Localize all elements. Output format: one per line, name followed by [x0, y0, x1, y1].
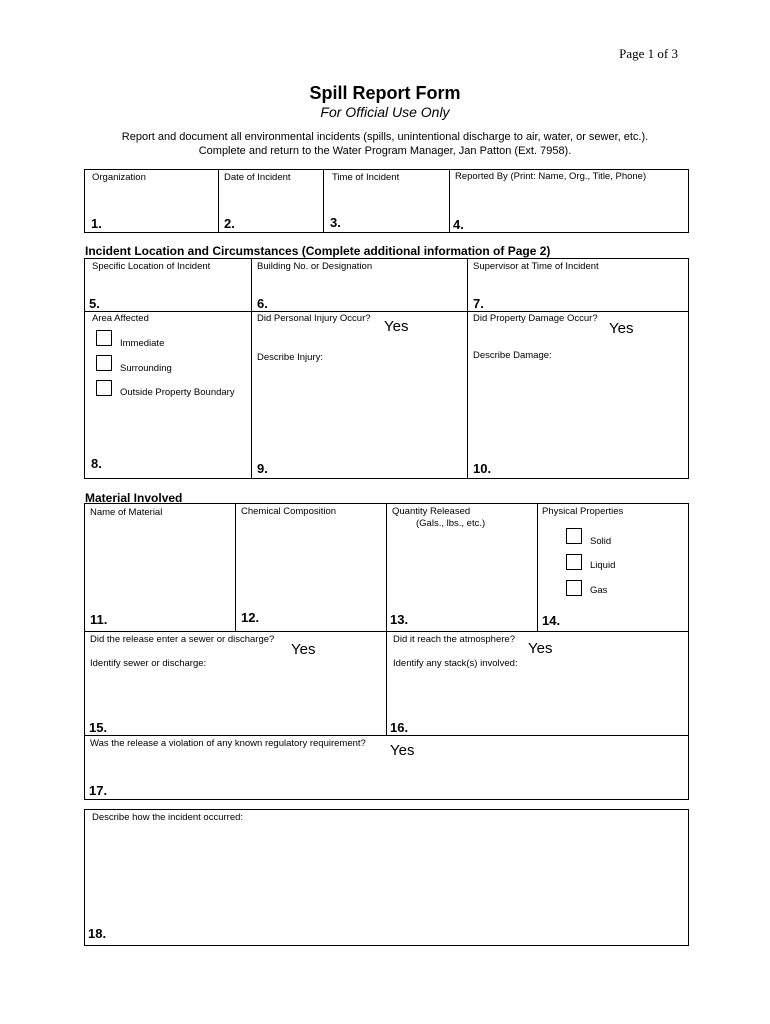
area-affected-label: Area Affected: [92, 313, 149, 324]
damage-question: Did Property Damage Occur?: [473, 313, 598, 324]
quantity-units-label: (Gals., lbs., etc.): [416, 518, 486, 529]
supervisor-label: Supervisor at Time of Incident: [473, 261, 599, 272]
field-number-6: 6.: [257, 296, 268, 311]
divider: [251, 258, 252, 479]
divider: [84, 631, 689, 632]
describe-incident-box[interactable]: [84, 809, 689, 946]
atmosphere-question: Did it reach the atmosphere?: [393, 634, 515, 645]
identify-sewer-label: Identify sewer or discharge:: [90, 658, 207, 669]
immediate-checkbox[interactable]: [96, 330, 112, 346]
sewer-question: Did the release enter a sewer or discharge?: [90, 634, 275, 645]
gas-option-label: Gas: [590, 585, 608, 596]
gas-checkbox[interactable]: [566, 580, 582, 596]
sewer-answer[interactable]: Yes: [291, 641, 316, 658]
divider: [235, 503, 236, 632]
field-number-2: 2.: [224, 216, 235, 231]
physical-properties-label: Physical Properties: [542, 506, 624, 517]
divider: [323, 169, 324, 233]
identify-stack-label: Identify any stack(s) involved:: [393, 658, 518, 669]
field-number-17: 17.: [89, 783, 108, 798]
surrounding-option-label: Surrounding: [120, 363, 172, 374]
surrounding-checkbox[interactable]: [96, 355, 112, 371]
liquid-checkbox[interactable]: [566, 554, 582, 570]
instructions-line-1: Report and document all environmental incidents (spills, unintentional discharge to air, water, or sewer, etc.).: [121, 131, 649, 143]
field-number-12: 12.: [241, 610, 260, 625]
field-number-8: 8.: [91, 456, 102, 471]
field-number-10: 10.: [473, 461, 492, 476]
injury-question: Did Personal Injury Occur?: [257, 313, 371, 324]
field-number-11: 11.: [90, 612, 108, 627]
field-number-13: 13.: [390, 612, 409, 627]
violation-question: Was the release a violation of any known regulatory requirement?: [90, 738, 366, 749]
field-number-18: 18.: [88, 926, 107, 941]
field-number-16: 16.: [390, 720, 409, 735]
solid-checkbox[interactable]: [566, 528, 582, 544]
field-number-4: 4.: [453, 217, 464, 232]
describe-incident-label: Describe how the incident occurred:: [92, 812, 244, 823]
divider: [218, 169, 219, 233]
divider: [84, 735, 689, 736]
field-number-7: 7.: [473, 296, 484, 311]
atmosphere-answer[interactable]: Yes: [528, 640, 553, 657]
describe-injury-label: Describe Injury:: [257, 352, 323, 363]
divider: [537, 503, 538, 632]
immediate-option-label: Immediate: [120, 338, 165, 349]
violation-answer[interactable]: Yes: [390, 742, 415, 759]
describe-damage-label: Describe Damage:: [473, 350, 552, 361]
form-title: Spill Report Form: [309, 83, 461, 103]
field-number-3: 3.: [330, 215, 341, 230]
field-number-1: 1.: [91, 216, 102, 231]
damage-answer[interactable]: Yes: [609, 320, 634, 337]
material-name-label: Name of Material: [90, 507, 163, 518]
field-number-14: 14.: [542, 613, 561, 628]
divider: [467, 258, 468, 479]
field-number-15: 15.: [89, 720, 108, 735]
time-label: Time of Incident: [332, 172, 400, 183]
liquid-option-label: Liquid: [590, 560, 616, 571]
material-section-heading: Material Involved: [85, 491, 183, 505]
reported-by-label: Reported By (Print: Name, Org., Title, Phone): [455, 171, 647, 182]
divider: [386, 503, 387, 736]
outside-property-option-label: Outside Property Boundary: [120, 387, 235, 398]
field-number-5: 5.: [89, 296, 100, 311]
form-subtitle: For Official Use Only: [320, 104, 450, 120]
building-label: Building No. or Designation: [257, 261, 373, 272]
injury-answer[interactable]: Yes: [384, 318, 409, 335]
chemical-composition-label: Chemical Composition: [241, 506, 337, 517]
field-number-9: 9.: [257, 461, 268, 476]
location-section-heading: Incident Location and Circumstances (Complete additional information of Page 2): [85, 244, 551, 258]
quantity-released-label: Quantity Released: [392, 506, 471, 517]
divider: [84, 311, 689, 312]
page-number: Page 1 of 3: [619, 46, 678, 61]
outside-property-checkbox[interactable]: [96, 380, 112, 396]
organization-label: Organization: [92, 172, 146, 183]
divider: [449, 169, 450, 233]
date-label: Date of Incident: [224, 172, 291, 183]
location-block: [84, 258, 689, 479]
solid-option-label: Solid: [590, 536, 612, 547]
specific-location-label: Specific Location of Incident: [92, 261, 211, 272]
instructions-line-2: Complete and return to the Water Program Manager, Jan Patton (Ext. 7958).: [198, 145, 572, 157]
